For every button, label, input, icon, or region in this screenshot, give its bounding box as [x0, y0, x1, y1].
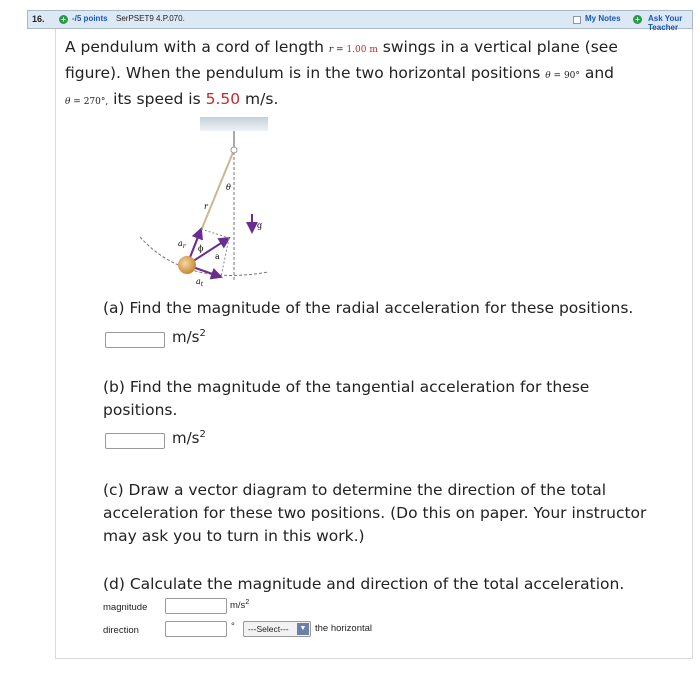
part-b-unit-exp: 2: [199, 429, 206, 440]
direction-select[interactable]: [243, 621, 311, 637]
direction-label: direction: [103, 625, 139, 636]
dash-a-ar: [201, 229, 229, 238]
part-b-answer-input[interactable]: [105, 433, 165, 449]
direction-input[interactable]: [165, 621, 227, 637]
part-b-unit-text: m/s: [172, 429, 200, 447]
theta1-var: θ =: [545, 71, 564, 81]
part-a-answer-input[interactable]: [105, 332, 165, 348]
ask-plus-icon[interactable]: +: [633, 15, 642, 24]
question-number: 16.: [32, 14, 45, 24]
intro-text-3: and: [579, 64, 614, 82]
ar-label: $a_r$: [178, 239, 186, 250]
pivot: [231, 147, 237, 153]
part-a-unit-exp: 2: [199, 328, 206, 339]
theta2: [65, 97, 108, 107]
dash-a-at: [221, 238, 229, 277]
at-label: $a_t$: [196, 277, 204, 288]
magnitude-unit-exp: 2: [245, 599, 250, 606]
ceiling: [200, 117, 268, 131]
problem-id: SerPSET9 4.P.070.: [116, 14, 185, 23]
r-variable: [329, 45, 378, 55]
points-label: -/5 points: [72, 14, 108, 23]
speed-value: 5.50: [205, 90, 241, 108]
part-b-text: (b) Find the magnitude of the tangential acceleration for these positions.: [103, 378, 590, 419]
part-a-text: (a) Find the magnitude of the radial acceleration for these positions.: [103, 299, 634, 317]
horizontal-label: the horizontal: [315, 623, 373, 634]
r-var: r =: [328, 45, 347, 55]
phi-label: ϕ: [198, 244, 204, 253]
magnitude-unit-text: m/s: [230, 600, 246, 612]
pendulum-figure: [130, 112, 280, 292]
theta2-var: θ =: [65, 97, 84, 107]
expand-plus-icon[interactable]: +: [59, 15, 68, 24]
degree-symbol: °: [231, 621, 235, 632]
part-c-text: (c) Draw a vector diagram to determine the direction of the total acceleration for these two positions. (Do this on paper. Your instructor may ask you to turn in this work.): [103, 481, 647, 545]
theta1-value: 90°: [563, 71, 580, 81]
question-header: [27, 10, 693, 32]
part-a-unit: [172, 328, 206, 346]
magnitude-unit: [230, 599, 249, 611]
problem-statement: [65, 36, 665, 114]
ask-teacher-link[interactable]: Ask Your Teacher: [648, 14, 683, 32]
r-value: 1.00 m: [346, 45, 378, 55]
direction-select-value: ---Select---: [248, 624, 289, 634]
theta-label: θ: [226, 183, 231, 192]
intro-text-5: m/s.: [240, 90, 279, 108]
pendulum-bob: [178, 256, 196, 274]
notes-icon[interactable]: [573, 16, 581, 24]
part-d-text: (d) Calculate the magnitude and direction of the total acceleration.: [103, 575, 625, 593]
part-a-unit-text: m/s: [172, 328, 200, 346]
r-label: r: [204, 202, 208, 211]
theta2-value: 270°,: [83, 97, 109, 107]
part-b-unit: [172, 429, 206, 447]
intro-text-1: A pendulum with a cord of length: [65, 38, 329, 56]
swing-arc: [140, 237, 268, 275]
chevron-down-icon[interactable]: ▼: [297, 623, 309, 635]
theta1: [545, 71, 580, 81]
a-label: a: [215, 252, 220, 261]
intro-text-2: swings in a vertical plane (see figure). When the pendulum is in the two horizontal positions: [65, 38, 618, 82]
my-notes-link[interactable]: My Notes: [585, 14, 621, 23]
magnitude-label: magnitude: [103, 602, 148, 613]
magnitude-input[interactable]: [165, 598, 227, 614]
intro-text-4: its speed is: [108, 90, 206, 108]
g-label: g: [257, 221, 263, 230]
